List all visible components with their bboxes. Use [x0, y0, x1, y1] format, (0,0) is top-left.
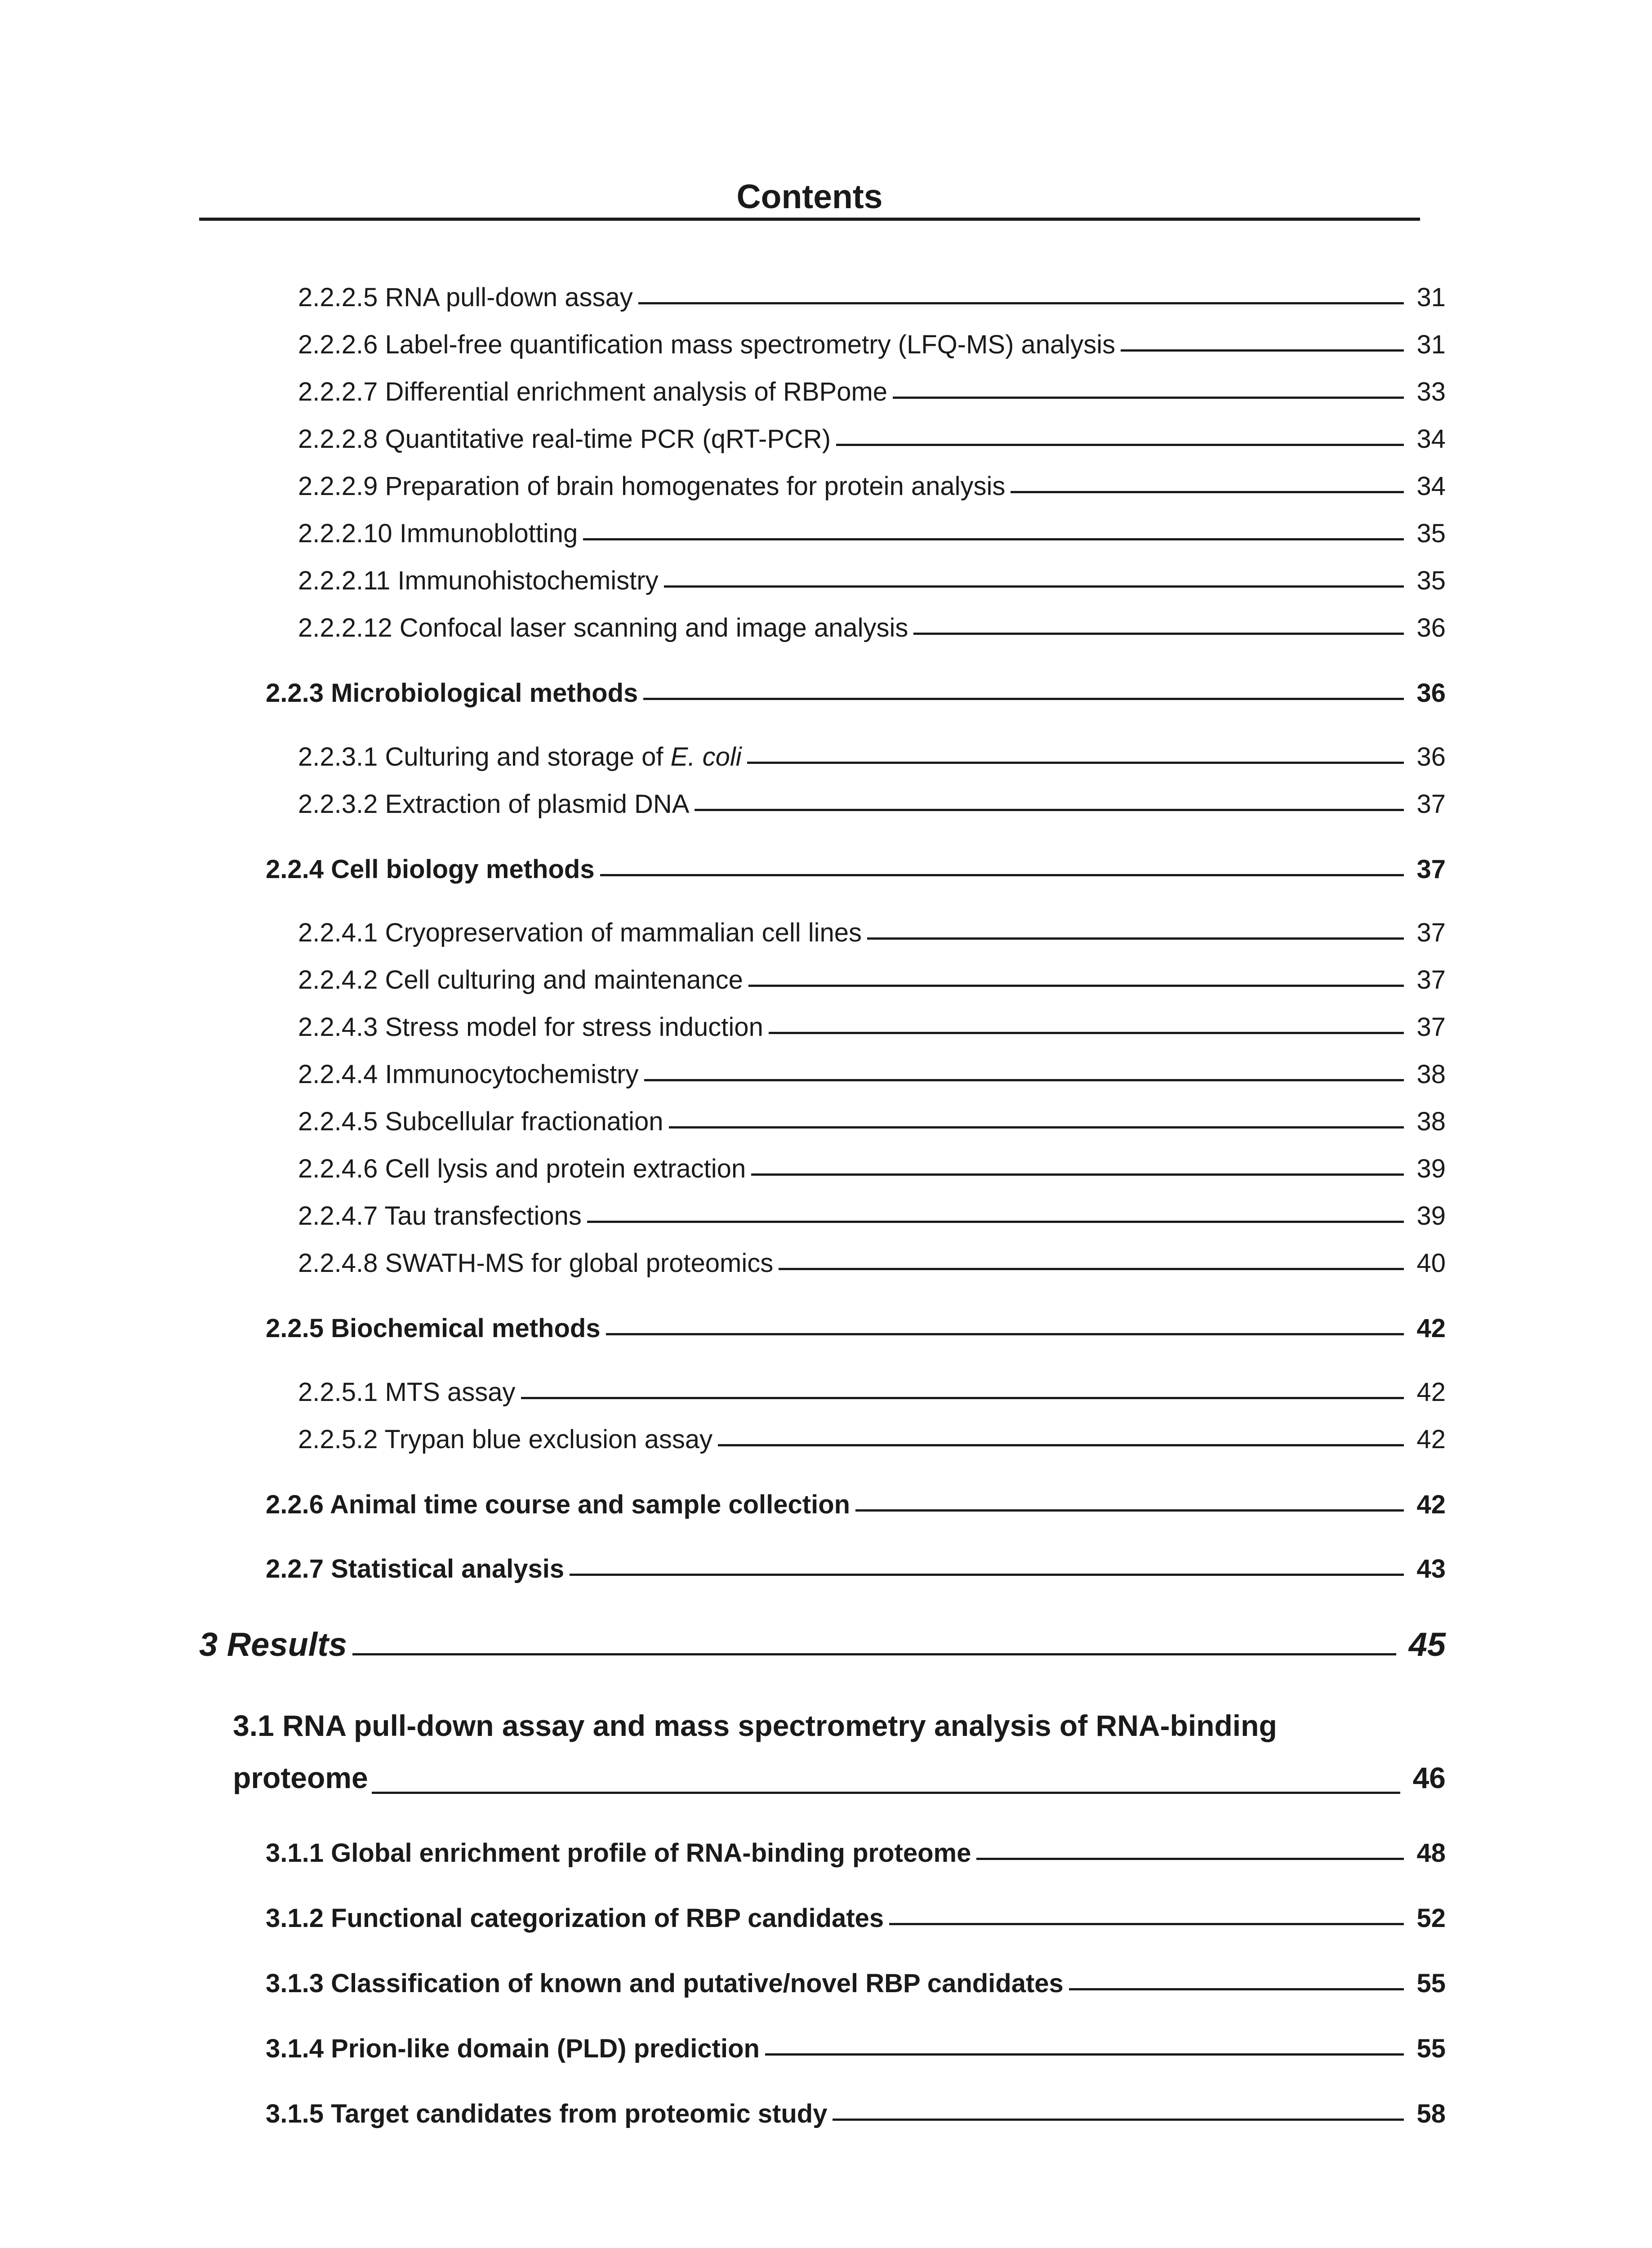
toc-leader-line: [352, 1653, 1396, 1655]
toc-entry[interactable]: [266, 2014, 1446, 2064]
toc-entry[interactable]: [266, 2079, 1446, 2129]
page-header-title: Contents: [199, 175, 1420, 221]
toc-leader-line: [855, 1509, 1404, 1512]
toc-leader-line: [669, 1126, 1404, 1128]
toc-entry[interactable]: [298, 405, 1446, 454]
toc-leader-line: [913, 633, 1404, 635]
toc-entry-page: 36: [1416, 678, 1446, 708]
toc-entry-title: 2.2.4.7 Tau transfections: [298, 1201, 582, 1231]
toc-entry-page: 45: [1408, 1626, 1446, 1663]
toc-entry[interactable]: [298, 1087, 1446, 1137]
toc-entry-title: 2.2.4.8 SWATH-MS for global proteomics: [298, 1249, 774, 1278]
toc-entry-title: 2.2.2.9 Preparation of brain homogenates for protein analysis: [298, 472, 1006, 501]
toc-entry-title: 2.2.3 Microbiological methods: [266, 678, 638, 708]
toc-entry-title: 2.2.7 Statistical analysis: [266, 1554, 565, 1583]
toc-entry[interactable]: [298, 593, 1446, 643]
toc-entry[interactable]: [266, 1294, 1446, 1343]
toc-leader-line: [889, 1923, 1404, 1925]
toc-entry-title: 3.1.1 Global enrichment profile of RNA-binding proteome: [266, 1838, 971, 1868]
toc-entry[interactable]: [233, 1699, 1446, 1804]
toc-leader-line: [1069, 1988, 1404, 1990]
toc-entry-title: 2.2.3.1 Culturing and storage of E. coli: [298, 742, 742, 772]
toc-entry[interactable]: [266, 1949, 1446, 1998]
toc-entry[interactable]: [298, 1405, 1446, 1454]
toc-entry-page: 55: [1416, 1969, 1446, 1998]
toc-entry-page: 48: [1416, 1838, 1446, 1868]
toc-entry[interactable]: [298, 452, 1446, 501]
toc-leader-line: [779, 1268, 1404, 1270]
toc-entry-title: 2.2.5.2 Trypan blue exclusion assay: [298, 1425, 713, 1454]
toc-entry[interactable]: [298, 1229, 1446, 1278]
toc-entry-page: 37: [1416, 918, 1446, 947]
toc-entry-title: 3.1 RNA pull-down assay and mass spectrometry analysis of RNA-binding: [233, 1709, 1277, 1742]
toc-entry-title: 2.2.4.5 Subcellular fractionation: [298, 1107, 663, 1136]
toc-entry-title: 2.2.3.2 Extraction of plasmid DNA: [298, 789, 690, 819]
toc-leader-line: [570, 1574, 1404, 1576]
toc-entry-page: 37: [1416, 855, 1446, 884]
toc-entry-page: 39: [1416, 1154, 1446, 1183]
toc-leader-line: [606, 1333, 1404, 1335]
toc-entry[interactable]: [298, 1040, 1446, 1089]
toc-entry-page: 39: [1416, 1201, 1446, 1231]
toc-leader-line: [769, 1032, 1404, 1034]
toc-entry-title: 3.1.2 Functional categorization of RBP candidates: [266, 1904, 884, 1933]
toc-leader-line: [751, 1173, 1404, 1176]
toc-entry-page: 52: [1416, 1904, 1446, 1933]
toc-entry-page: 37: [1416, 965, 1446, 995]
toc-entry-page: 42: [1416, 1314, 1446, 1343]
toc-leader-line: [600, 874, 1404, 876]
toc-entry[interactable]: [266, 1470, 1446, 1520]
toc-entry-page: 37: [1416, 789, 1446, 819]
toc-entry[interactable]: [298, 1358, 1446, 1407]
toc-entry-title: 2.2.4.1 Cryopreservation of mammalian cell lines: [298, 918, 862, 947]
toc-entry-title: 2.2.4.6 Cell lysis and protein extraction: [298, 1154, 746, 1183]
toc-entry-title: 2.2.2.6 Label-free quantification mass spectrometry (LFQ-MS) analysis: [298, 330, 1116, 359]
toc-entry-title: 2.2.2.11 Immunohistochemistry: [298, 566, 659, 595]
toc-entry[interactable]: [298, 1134, 1446, 1184]
toc-entry-page: 34: [1416, 424, 1446, 454]
toc-leader-line: [644, 1079, 1404, 1081]
toc-entry-title: 3.1.3 Classification of known and putative/novel RBP candidates: [266, 1969, 1064, 1998]
toc-entry-page: 34: [1416, 472, 1446, 501]
toc-entry-title: 2.2.2.12 Confocal laser scanning and image analysis: [298, 613, 908, 642]
toc-entry-page: 42: [1416, 1378, 1446, 1407]
toc-entry[interactable]: [298, 310, 1446, 360]
toc-entry[interactable]: [298, 499, 1446, 549]
toc-leader-line: [638, 302, 1404, 304]
toc-entry-title: 2.2.4.3 Stress model for stress induction: [298, 1012, 763, 1042]
toc-leader-line: [521, 1397, 1404, 1399]
toc-entry-title: 2.2.5 Biochemical methods: [266, 1314, 601, 1343]
toc-entry-title-italic: E. coli: [670, 742, 742, 772]
toc-entry-page: 46: [1412, 1761, 1446, 1794]
toc-entry-title: 2.2.2.8 Quantitative real-time PCR (qRT-PCR): [298, 424, 831, 454]
toc-leader-line: [867, 937, 1404, 940]
toc-entry-page: 33: [1416, 377, 1446, 406]
toc-entry-title: 3.1.5 Target candidates from proteomic study: [266, 2099, 828, 2128]
toc-entry-page: 35: [1416, 519, 1446, 548]
toc-entry[interactable]: [298, 546, 1446, 596]
toc-leader-line: [836, 444, 1404, 446]
toc-entry-title: 2.2.2.10 Immunoblotting: [298, 519, 578, 548]
toc-entry[interactable]: [298, 357, 1446, 407]
toc-leader-line: [583, 538, 1404, 540]
toc-leader-line: [587, 1221, 1404, 1223]
toc-entry-title: 2.2.2.5 RNA pull-down assay: [298, 283, 633, 312]
toc-entry-title: 2.2.6 Animal time course and sample collection: [266, 1490, 850, 1519]
toc-entry[interactable]: [266, 835, 1446, 884]
toc-entry[interactable]: [298, 263, 1446, 312]
toc-entry-page: 43: [1416, 1554, 1446, 1583]
toc-leader-line: [1011, 491, 1404, 493]
toc-leader-line: [372, 1792, 1400, 1794]
toc-leader-line: [695, 809, 1404, 811]
toc-leader-line: [765, 2053, 1404, 2056]
toc-entry[interactable]: [266, 1534, 1446, 1584]
toc-entry[interactable]: [298, 723, 1446, 772]
toc-entry[interactable]: [298, 770, 1446, 819]
toc-entry-page: 38: [1416, 1107, 1446, 1136]
toc-entry-page: 55: [1416, 2034, 1446, 2063]
toc-leader-line: [833, 2119, 1404, 2121]
toc-entry-title: 2.2.4.2 Cell culturing and maintenance: [298, 965, 743, 995]
toc-entry[interactable]: [199, 1601, 1446, 1664]
toc-entry-page: 58: [1416, 2099, 1446, 2128]
toc-entry-page: 38: [1416, 1060, 1446, 1089]
toc-entry-title: 2.2.4.4 Immunocytochemistry: [298, 1060, 639, 1089]
toc-leader-line: [718, 1444, 1404, 1446]
toc-entry[interactable]: [298, 1182, 1446, 1231]
toc-leader-line: [643, 698, 1404, 700]
toc-entry[interactable]: [266, 1819, 1446, 1868]
toc-leader-line: [893, 397, 1404, 399]
toc-entry[interactable]: [298, 946, 1446, 995]
toc-entry-title: 3.1.4 Prion-like domain (PLD) prediction: [266, 2034, 760, 2063]
toc-entry-title: 2.2.2.7 Differential enrichment analysis of RBPome: [298, 377, 888, 406]
toc-entry-page: 31: [1416, 283, 1446, 312]
toc-entry-title: 2.2.5.1 MTS assay: [298, 1378, 516, 1407]
toc-entry-page: 31: [1416, 330, 1446, 359]
toc-leader-line: [748, 985, 1404, 987]
toc-entry-title: 2.2.4 Cell biology methods: [266, 855, 595, 884]
toc-entry-page: 42: [1416, 1425, 1446, 1454]
toc-leader-line: [664, 585, 1404, 588]
toc-entry[interactable]: [266, 659, 1446, 708]
toc-entry-page: 40: [1416, 1249, 1446, 1278]
toc-entry[interactable]: [266, 1884, 1446, 1933]
toc-entry-title: 3 Results: [199, 1626, 347, 1663]
toc-entry-page: 36: [1416, 613, 1446, 642]
toc-entry-title-continued: proteome: [233, 1761, 368, 1794]
toc-entry-page: 35: [1416, 566, 1446, 595]
toc-entry[interactable]: [298, 898, 1446, 948]
toc-entry-page: 37: [1416, 1012, 1446, 1042]
toc-leader-line: [976, 1858, 1404, 1860]
toc-entry-page: 42: [1416, 1490, 1446, 1519]
toc-leader-line: [1121, 349, 1404, 352]
toc-leader-line: [747, 762, 1404, 764]
toc-entry-page: 36: [1416, 742, 1446, 772]
toc-entry[interactable]: [298, 993, 1446, 1042]
